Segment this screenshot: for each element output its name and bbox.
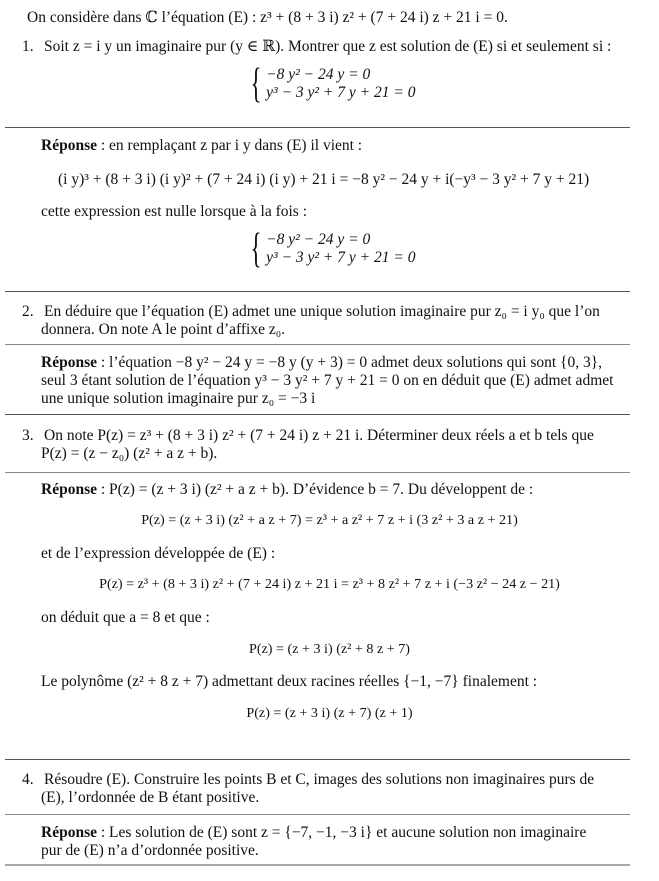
divider — [5, 759, 630, 760]
divider — [5, 414, 630, 415]
question-2-line2: donnera. On note A le point d’affixe z₀. — [41, 321, 286, 338]
answer-text: : P(z) = (z + 3 i) (z² + a z + b). D’évidence b = 7. Du développent de : — [96, 481, 534, 498]
question-4-line2: (E), l’ordonnée de B étant positive. — [41, 789, 260, 806]
divider — [5, 344, 630, 345]
system-row: y³ − 3 y² + 7 y + 21 = 0 — [266, 249, 416, 266]
answer-4-line2: pur de (E) n’a d’ordonnée positive. — [41, 842, 259, 859]
question-text: Résoudre (E). Construire les points B et C, images des solutions non imaginaires purs de — [44, 771, 595, 788]
answer-label: Réponse — [41, 481, 97, 498]
question-number: 1. — [22, 38, 34, 55]
answer-1-equation: (i y)³ + (8 + 3 i) (i y)² + (7 + 24 i) (i y) + 21 i = −8 y² − 24 y + i(−y³ − 3 y² + 7 y + 21) — [58, 171, 590, 188]
answer-text: : l’équation −8 y² − 24 y = −8 y (y + 3) = 0 admet deux solutions qui sont {0, 3}, — [96, 354, 603, 371]
question-number: 3. — [22, 427, 34, 444]
system-row: y³ − 3 y² + 7 y + 21 = 0 — [266, 84, 416, 101]
question-4 — [22, 771, 594, 789]
question-text: En déduire que l’équation (E) admet une unique solution imaginaire pur z₀ = i y₀ que l’on — [44, 303, 600, 320]
system-row: −8 y² − 24 y = 0 — [266, 231, 371, 248]
answer-3-eq4: P(z) = (z + 3 i) (z + 7) (z + 1) — [246, 705, 413, 721]
question-1 — [22, 37, 611, 56]
answer-4-line1 — [41, 824, 586, 842]
question-number: 4. — [22, 771, 34, 788]
question-text: Soit z = i y un imaginaire pur (y ∈ ℝ). Montrer que z est solution de (E) si et seulement si : — [44, 38, 612, 55]
question-3 — [22, 427, 594, 445]
divider — [5, 472, 630, 473]
question-2 — [22, 303, 600, 321]
answer-label: Réponse — [41, 824, 97, 841]
answer-2-line2: seul 3 étant solution de l’équation y³ − 3 y² + 7 y + 21 = 0 on en déduit que (E) admet admet — [41, 372, 614, 389]
system-row: −8 y² − 24 y = 0 — [266, 66, 371, 83]
divider — [5, 127, 630, 128]
answer-3-line1 — [41, 481, 533, 499]
answer-3-eq2: P(z) = z³ + (8 + 3 i) z² + (7 + 24 i) z + 21 i = z³ + 8 z² + 7 z + i (−3 z² − 24 z − 21) — [99, 576, 560, 592]
equation-system-a1 — [246, 228, 415, 270]
divider — [5, 864, 630, 866]
answer-3-text4: Le polynôme (z² + 8 z + 7) admettant deux racines réelles {−1, −7} finalement : — [41, 673, 538, 690]
answer-label: Réponse — [41, 354, 97, 371]
answer-2-line3: une unique solution imaginaire pur z₀ = −3 i — [41, 390, 316, 407]
intro-text: On considère dans ℂ l’équation (E) : z³ + (8 + 3 i) z² + (7 + 24 i) z + 21 i = 0. — [27, 9, 508, 26]
brace: { — [250, 226, 262, 272]
divider — [5, 291, 630, 292]
answer-1-text: cette expression est nulle lorsque à la fois : — [41, 203, 308, 220]
question-3-line2: P(z) = (z − z₀) (z² + a z + b). — [41, 445, 218, 462]
equation-system-q1 — [246, 63, 415, 105]
answer-3-text3: on déduit que a = 8 et que : — [41, 609, 210, 626]
question-number: 2. — [22, 303, 34, 320]
divider — [5, 814, 630, 815]
answer-3-eq3: P(z) = (z + 3 i) (z² + 8 z + 7) — [248, 641, 411, 657]
answer-2-line1 — [41, 354, 602, 372]
answer-text: : en remplaçant z par i y dans (E) il vient : — [96, 137, 363, 154]
brace: { — [250, 61, 262, 107]
answer-3-text2: et de l’expression développée de (E) : — [41, 545, 276, 562]
answer-1-intro — [41, 137, 362, 155]
answer-3-eq1: P(z) = (z + 3 i) (z² + a z + 7) = z³ + a z² + 7 z + i (3 z² + 3 a z + 21) — [141, 512, 518, 528]
answer-text: : Les solution de (E) sont z = {−7, −1, −3 i} et aucune solution non imaginaire — [96, 824, 587, 841]
question-text: On note P(z) = z³ + (8 + 3 i) z² + (7 + 24 i) z + 21 i. Déterminer deux réels a et b tels que — [44, 427, 594, 444]
answer-label: Réponse — [41, 137, 97, 154]
